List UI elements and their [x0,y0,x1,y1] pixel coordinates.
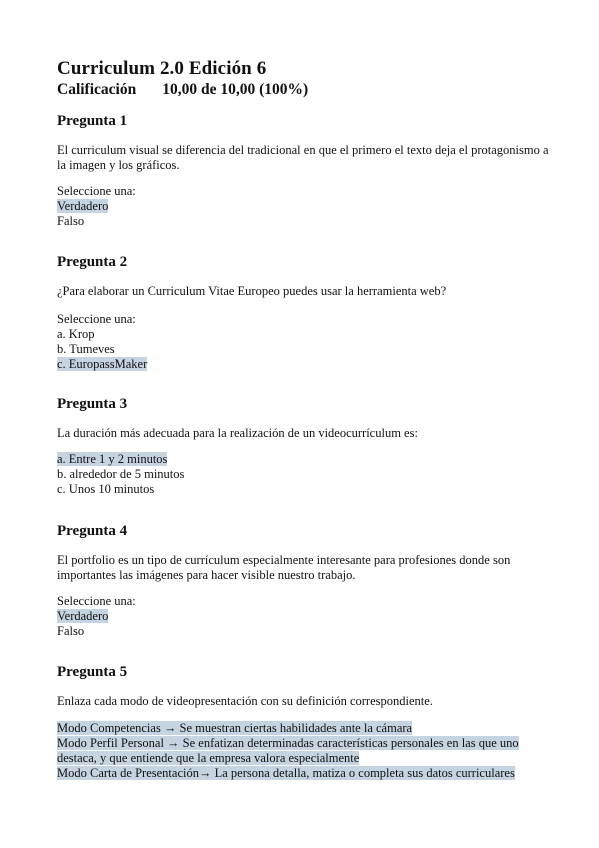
grade-line [57,81,308,99]
question-5-heading: Pregunta 5 [57,664,128,680]
question-1-prompt: Seleccione una: [57,184,136,198]
question-3-text-line: La duración más adecuada para la realización de un videocurrículum es: [57,426,418,440]
question-3-answers [57,452,184,497]
question-2-heading: Pregunta 2 [57,254,128,270]
question-4-text-line: importantes las imágenes para hacer visible nuestro trabajo. [57,568,356,582]
question-5-text [57,694,433,709]
question-2-prompt: Seleccione una: [57,312,136,326]
question-4-answers [57,594,136,639]
question-5-answers [57,721,519,781]
question-1-answers [57,184,136,229]
question-2-text [57,284,446,299]
question-1-option[interactable]: Falso [57,214,85,228]
question-3-option-selected[interactable]: a. Entre 1 y 2 minutos [57,452,168,466]
question-3-heading: Pregunta 3 [57,396,128,412]
question-5-match-line: destaca, y que entiende que la empresa valora especialmente [57,751,360,765]
question-4-heading: Pregunta 4 [57,523,128,539]
question-2-answers [57,312,147,372]
question-1-text-line: El curriculum visual se diferencia del tradicional en que el primero el texto deja el protagonismo a [57,143,549,157]
question-2-option-selected[interactable]: c. EuropassMaker [57,357,148,371]
question-4-option-selected[interactable]: Verdadero [57,609,109,623]
question-4-option[interactable]: Falso [57,624,85,638]
question-5-text-line: Enlaza cada modo de videopresentación con su definición correspondiente. [57,694,433,708]
grade-value: 10,00 de 10,00 (100%) [162,81,309,98]
question-5-match-line: Modo Perfil Personal → Se enfatizan determinadas características personales en las que uno [57,736,519,750]
question-1-heading: Pregunta 1 [57,113,128,129]
question-3-text [57,426,418,441]
question-1-option-selected[interactable]: Verdadero [57,199,109,213]
question-2-text-line: ¿Para elaborar un Curriculum Vitae Europeo puedes usar la herramienta web? [57,284,447,298]
question-1-text [57,143,549,173]
grade-label: Calificación [57,81,137,98]
question-1-text-line: la imagen y los gráficos. [57,158,180,172]
question-4-prompt: Seleccione una: [57,594,136,608]
question-4-text-line: El portfolio es un tipo de currículum especialmente interesante para profesiones donde son [57,553,511,567]
question-5-match-line: Modo Competencias → Se muestran ciertas habilidades ante la cámara [57,721,413,735]
question-3-option[interactable]: b. alrededor de 5 minutos [57,467,185,481]
question-2-option[interactable]: b. Tumeves [57,342,115,356]
question-4-text [57,553,510,583]
question-3-option[interactable]: c. Unos 10 minutos [57,482,155,496]
question-5-match-line: Modo Carta de Presentación→ La persona detalla, matiza o completa sus datos curriculares [57,766,515,780]
document-title: Curriculum 2.0 Edición 6 [57,58,267,79]
question-2-option[interactable]: a. Krop [57,327,95,341]
